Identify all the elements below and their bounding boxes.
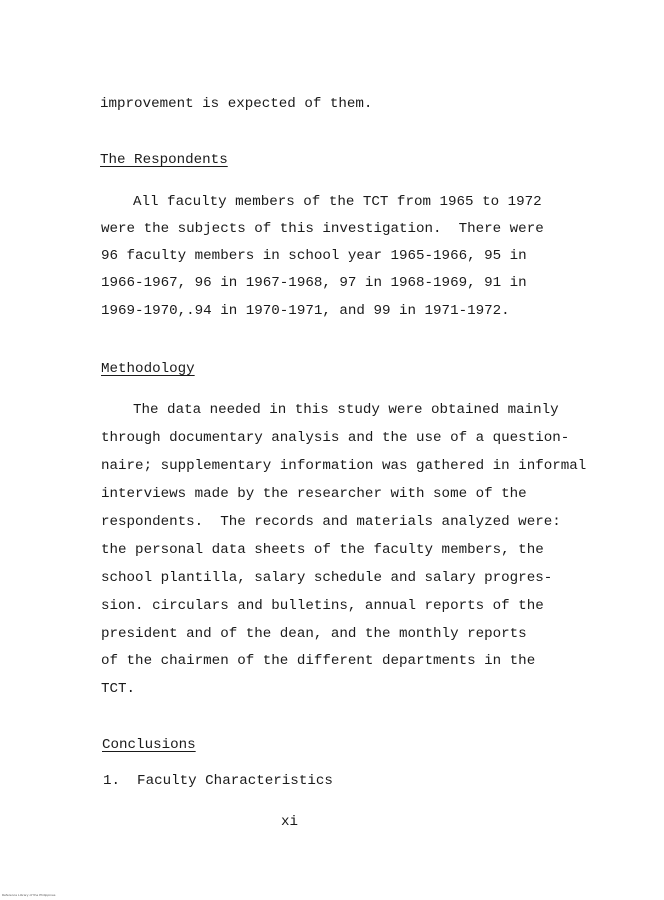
methodology-line-6: the personal data sheets of the faculty members, the <box>101 542 544 558</box>
methodology-line-4: interviews made by the researcher with some of the <box>101 486 527 502</box>
methodology-line-7: school plantilla, salary schedule and salary progres- <box>101 570 553 586</box>
methodology-line-10: of the chairmen of the different departments in the <box>101 653 536 669</box>
footer-stamp: Reference Library of the Philippines <box>2 893 56 897</box>
methodology-heading: Methodology <box>101 361 195 377</box>
methodology-line-9: president and of the dean, and the monthly reports <box>101 626 527 642</box>
respondents-line-2: were the subjects of this investigation. There were <box>101 221 544 237</box>
page-number: xi <box>281 814 299 830</box>
lead-line: improvement is expected of them. <box>100 96 373 112</box>
methodology-line-1: The data needed in this study were obtained mainly <box>133 402 559 418</box>
methodology-line-3: naire; supplementary information was gathered in informal <box>101 458 587 474</box>
conclusions-heading: Conclusions <box>102 737 196 753</box>
respondents-line-5: 1969-1970,.94 in 1970-1971, and 99 in 1971-1972. <box>101 303 510 319</box>
conclusions-item-1: 1. Faculty Characteristics <box>103 773 333 789</box>
methodology-line-5: respondents. The records and materials analyzed were: <box>101 514 561 530</box>
respondents-line-4: 1966-1967, 96 in 1967-1968, 97 in 1968-1969, 91 in <box>101 275 527 291</box>
respondents-line-3: 96 faculty members in school year 1965-1966, 95 in <box>101 248 527 264</box>
methodology-line-11: TCT. <box>101 681 136 697</box>
methodology-line-8: sion. circulars and bulletins, annual reports of the <box>101 598 544 614</box>
methodology-line-2: through documentary analysis and the use of a question- <box>101 430 570 446</box>
respondents-line-1: All faculty members of the TCT from 1965 to 1972 <box>133 194 542 210</box>
respondents-heading: The Respondents <box>100 152 228 168</box>
